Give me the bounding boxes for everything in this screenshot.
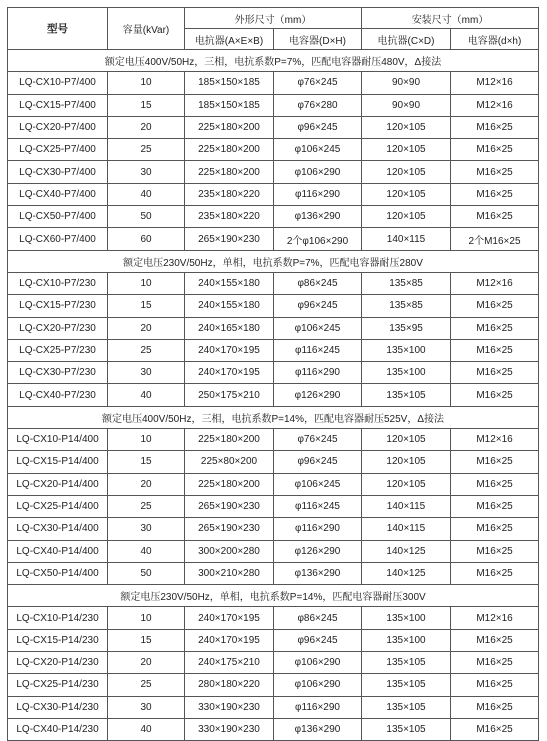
cell-capacitor-dims: φ96×245: [274, 629, 362, 651]
cell-capacitor-install: M12×16: [451, 607, 539, 629]
cell-model: LQ-CX25-P14/400: [8, 495, 108, 517]
cell-reactor-dims: 240×170×195: [185, 362, 274, 384]
table-row: [8, 272, 539, 294]
section-header-row: [8, 406, 539, 428]
table-row: [8, 652, 539, 674]
cell-capacity: 50: [108, 206, 185, 228]
cell-capacitor-install: 2个M16×25: [451, 228, 539, 250]
cell-capacitor-dims: φ106×245: [274, 317, 362, 339]
cell-capacity: 20: [108, 652, 185, 674]
table-row: [8, 139, 539, 161]
cell-capacitor-install: M12×16: [451, 94, 539, 116]
cell-reactor-install: 120×105: [362, 429, 451, 451]
cell-capacity: 20: [108, 317, 185, 339]
cell-model: LQ-CX20-P14/230: [8, 652, 108, 674]
cell-capacitor-dims: φ76×245: [274, 429, 362, 451]
cell-capacitor-dims: φ106×290: [274, 652, 362, 674]
cell-capacity: 50: [108, 562, 185, 584]
cell-capacitor-install: M16×25: [451, 161, 539, 183]
table-row: [8, 228, 539, 250]
reactor-spec-table: [7, 7, 539, 741]
cell-model: LQ-CX20-P14/400: [8, 473, 108, 495]
cell-capacity: 10: [108, 607, 185, 629]
table-row: [8, 607, 539, 629]
table-row: [8, 562, 539, 584]
cell-capacity: 40: [108, 183, 185, 205]
cell-capacity: 20: [108, 116, 185, 138]
table-row: [8, 72, 539, 94]
cell-capacitor-install: M12×16: [451, 272, 539, 294]
cell-model: LQ-CX15-P14/230: [8, 629, 108, 651]
cell-capacitor-dims: φ76×280: [274, 94, 362, 116]
cell-model: LQ-CX50-P14/400: [8, 562, 108, 584]
cell-reactor-dims: 235×180×220: [185, 183, 274, 205]
cell-model: LQ-CX40-P7/400: [8, 183, 108, 205]
cell-capacitor-install: M16×25: [451, 384, 539, 406]
cell-reactor-install: 90×90: [362, 72, 451, 94]
cell-capacitor-install: M16×25: [451, 206, 539, 228]
cell-reactor-dims: 185×150×185: [185, 72, 274, 94]
cell-capacitor-install: M16×25: [451, 473, 539, 495]
cell-capacity: 40: [108, 540, 185, 562]
cell-capacitor-dims: φ106×245: [274, 139, 362, 161]
cell-reactor-install: 135×100: [362, 339, 451, 361]
header-install-group: 安装尺寸（mm）: [362, 8, 539, 29]
cell-model: LQ-CX40-P14/230: [8, 718, 108, 740]
cell-model: LQ-CX40-P7/230: [8, 384, 108, 406]
cell-reactor-install: 135×100: [362, 362, 451, 384]
table-row: [8, 317, 539, 339]
cell-capacity: 40: [108, 384, 185, 406]
cell-reactor-install: 90×90: [362, 94, 451, 116]
cell-reactor-dims: 265×190×230: [185, 495, 274, 517]
cell-capacitor-dims: 2个φ106×290: [274, 228, 362, 250]
header-install-capacitor: 电容器(d×h): [451, 29, 539, 50]
cell-capacity: 15: [108, 295, 185, 317]
cell-model: LQ-CX30-P14/230: [8, 696, 108, 718]
cell-reactor-dims: 225×180×200: [185, 161, 274, 183]
cell-model: LQ-CX10-P7/400: [8, 72, 108, 94]
cell-capacitor-install: M16×25: [451, 317, 539, 339]
cell-model: LQ-CX15-P14/400: [8, 451, 108, 473]
cell-reactor-install: 135×100: [362, 629, 451, 651]
cell-reactor-install: 120×105: [362, 451, 451, 473]
cell-capacitor-dims: φ96×245: [274, 451, 362, 473]
cell-capacity: 25: [108, 339, 185, 361]
table-row: [8, 540, 539, 562]
cell-reactor-dims: 250×175×210: [185, 384, 274, 406]
cell-reactor-install: 135×85: [362, 272, 451, 294]
header-dims-group: 外形尺寸（mm）: [185, 8, 362, 29]
cell-capacitor-dims: φ96×245: [274, 295, 362, 317]
cell-reactor-install: 135×105: [362, 652, 451, 674]
table-row: [8, 339, 539, 361]
header-dims-capacitor: 电容器(D×H): [274, 29, 362, 50]
cell-reactor-install: 135×100: [362, 607, 451, 629]
cell-reactor-dims: 265×190×230: [185, 518, 274, 540]
cell-capacitor-install: M16×25: [451, 718, 539, 740]
cell-capacity: 25: [108, 139, 185, 161]
cell-reactor-install: 135×105: [362, 718, 451, 740]
table-row: [8, 518, 539, 540]
table-row: [8, 451, 539, 473]
cell-capacity: 30: [108, 696, 185, 718]
table-row: [8, 183, 539, 205]
cell-capacity: 30: [108, 362, 185, 384]
table-body: [8, 50, 539, 741]
cell-reactor-dims: 225×180×200: [185, 429, 274, 451]
cell-capacitor-install: M16×25: [451, 629, 539, 651]
cell-reactor-dims: 240×170×195: [185, 629, 274, 651]
cell-model: LQ-CX25-P7/230: [8, 339, 108, 361]
cell-capacity: 40: [108, 718, 185, 740]
cell-model: LQ-CX20-P7/400: [8, 116, 108, 138]
cell-reactor-install: 140×115: [362, 228, 451, 250]
table-row: [8, 629, 539, 651]
cell-model: LQ-CX25-P14/230: [8, 674, 108, 696]
cell-capacity: 10: [108, 72, 185, 94]
cell-model: LQ-CX30-P7/230: [8, 362, 108, 384]
cell-reactor-install: 120×105: [362, 473, 451, 495]
cell-reactor-dims: 240×175×210: [185, 652, 274, 674]
cell-capacitor-install: M16×25: [451, 295, 539, 317]
cell-capacitor-dims: φ86×245: [274, 272, 362, 294]
cell-capacitor-install: M16×25: [451, 674, 539, 696]
cell-capacitor-install: M16×25: [451, 183, 539, 205]
cell-model: LQ-CX10-P14/400: [8, 429, 108, 451]
cell-reactor-dims: 240×155×180: [185, 272, 274, 294]
cell-capacitor-dims: φ116×290: [274, 183, 362, 205]
cell-reactor-install: 140×115: [362, 518, 451, 540]
cell-capacity: 15: [108, 451, 185, 473]
cell-reactor-install: 135×85: [362, 295, 451, 317]
table-row: [8, 429, 539, 451]
cell-capacitor-dims: φ76×245: [274, 72, 362, 94]
cell-model: LQ-CX10-P14/230: [8, 607, 108, 629]
cell-capacity: 15: [108, 94, 185, 116]
cell-capacitor-install: M16×25: [451, 495, 539, 517]
cell-model: LQ-CX25-P7/400: [8, 139, 108, 161]
cell-capacity: 10: [108, 272, 185, 294]
cell-capacitor-install: M16×25: [451, 540, 539, 562]
header-install-reactor: 电抗器(C×D): [362, 29, 451, 50]
cell-reactor-install: 140×125: [362, 562, 451, 584]
cell-capacitor-dims: φ116×290: [274, 518, 362, 540]
cell-capacitor-dims: φ136×290: [274, 206, 362, 228]
cell-reactor-install: 135×105: [362, 696, 451, 718]
cell-reactor-dims: 300×200×280: [185, 540, 274, 562]
table-row: [8, 161, 539, 183]
cell-reactor-dims: 300×210×280: [185, 562, 274, 584]
cell-capacitor-install: M16×25: [451, 362, 539, 384]
cell-reactor-dims: 240×155×180: [185, 295, 274, 317]
cell-capacity: 25: [108, 674, 185, 696]
cell-reactor-install: 120×105: [362, 161, 451, 183]
cell-capacity: 30: [108, 161, 185, 183]
cell-reactor-dims: 330×190×230: [185, 718, 274, 740]
cell-capacitor-dims: φ136×290: [274, 562, 362, 584]
table-row: [8, 384, 539, 406]
section-title: 额定电压400V/50Hz，三相，电抗系数P=14%，匹配电容器耐压525V，Δ接法: [8, 406, 539, 428]
cell-model: LQ-CX20-P7/230: [8, 317, 108, 339]
cell-model: LQ-CX15-P7/230: [8, 295, 108, 317]
cell-model: LQ-CX10-P7/230: [8, 272, 108, 294]
cell-capacitor-dims: φ126×290: [274, 384, 362, 406]
table-row: [8, 94, 539, 116]
cell-model: LQ-CX30-P7/400: [8, 161, 108, 183]
cell-model: LQ-CX40-P14/400: [8, 540, 108, 562]
table-row: [8, 674, 539, 696]
cell-reactor-dims: 280×180×220: [185, 674, 274, 696]
cell-reactor-install: 120×105: [362, 139, 451, 161]
section-header-row: [8, 50, 539, 72]
cell-model: LQ-CX15-P7/400: [8, 94, 108, 116]
cell-capacitor-install: M12×16: [451, 72, 539, 94]
spec-table-container: [7, 7, 538, 741]
section-title: 额定电压230V/50Hz，单相，电抗系数P=14%，匹配电容器耐压300V: [8, 585, 539, 607]
cell-capacitor-dims: φ116×245: [274, 495, 362, 517]
header-row-1: [8, 8, 539, 29]
cell-capacitor-dims: φ96×245: [274, 116, 362, 138]
table-row: [8, 116, 539, 138]
section-title: 额定电压400V/50Hz，三相，电抗系数P=7%，匹配电容器耐压480V，Δ接法: [8, 50, 539, 72]
cell-capacitor-install: M12×16: [451, 429, 539, 451]
cell-capacitor-dims: φ126×290: [274, 540, 362, 562]
cell-reactor-dims: 225×180×200: [185, 116, 274, 138]
cell-reactor-install: 135×95: [362, 317, 451, 339]
cell-capacitor-dims: φ106×290: [274, 674, 362, 696]
cell-reactor-install: 135×105: [362, 384, 451, 406]
section-title: 额定电压230V/50Hz，单相，电抗系数P=7%，匹配电容器耐压280V: [8, 250, 539, 272]
cell-reactor-dims: 225×80×200: [185, 451, 274, 473]
cell-reactor-install: 140×125: [362, 540, 451, 562]
table-row: [8, 495, 539, 517]
cell-reactor-dims: 330×190×230: [185, 696, 274, 718]
cell-reactor-dims: 265×190×230: [185, 228, 274, 250]
table-row: [8, 295, 539, 317]
cell-model: LQ-CX30-P14/400: [8, 518, 108, 540]
cell-model: LQ-CX50-P7/400: [8, 206, 108, 228]
table-row: [8, 473, 539, 495]
cell-capacitor-dims: φ116×290: [274, 362, 362, 384]
cell-reactor-dims: 185×150×185: [185, 94, 274, 116]
cell-reactor-dims: 240×170×195: [185, 607, 274, 629]
table-row: [8, 206, 539, 228]
cell-model: LQ-CX60-P7/400: [8, 228, 108, 250]
cell-reactor-dims: 225×180×200: [185, 139, 274, 161]
cell-capacitor-install: M16×25: [451, 451, 539, 473]
cell-reactor-dims: 240×170×195: [185, 339, 274, 361]
cell-capacity: 20: [108, 473, 185, 495]
cell-capacitor-dims: φ116×245: [274, 339, 362, 361]
cell-capacity: 10: [108, 429, 185, 451]
cell-capacity: 60: [108, 228, 185, 250]
cell-capacity: 15: [108, 629, 185, 651]
cell-capacitor-dims: φ116×290: [274, 696, 362, 718]
table-row: [8, 362, 539, 384]
cell-capacitor-install: M16×25: [451, 562, 539, 584]
cell-reactor-dims: 235×180×220: [185, 206, 274, 228]
cell-capacitor-dims: φ106×290: [274, 161, 362, 183]
cell-reactor-install: 140×115: [362, 495, 451, 517]
header-dims-reactor: 电抗器(A×E×B): [185, 29, 274, 50]
cell-reactor-install: 120×105: [362, 116, 451, 138]
cell-reactor-install: 135×105: [362, 674, 451, 696]
cell-capacitor-install: M16×25: [451, 518, 539, 540]
cell-reactor-install: 120×105: [362, 206, 451, 228]
table-row: [8, 696, 539, 718]
cell-capacity: 30: [108, 518, 185, 540]
cell-capacitor-dims: φ106×245: [274, 473, 362, 495]
cell-capacitor-install: M16×25: [451, 116, 539, 138]
cell-reactor-dims: 225×180×200: [185, 473, 274, 495]
cell-capacitor-dims: φ86×245: [274, 607, 362, 629]
cell-capacitor-install: M16×25: [451, 652, 539, 674]
cell-capacitor-install: M16×25: [451, 339, 539, 361]
section-header-row: [8, 585, 539, 607]
table-row: [8, 718, 539, 740]
header-capacity: 容量(kVar): [108, 8, 185, 50]
header-model: 型号: [8, 8, 108, 50]
cell-capacitor-install: M16×25: [451, 139, 539, 161]
section-header-row: [8, 250, 539, 272]
cell-reactor-install: 120×105: [362, 183, 451, 205]
table-header: [8, 8, 539, 50]
cell-reactor-dims: 240×165×180: [185, 317, 274, 339]
cell-capacitor-dims: φ136×290: [274, 718, 362, 740]
cell-capacity: 25: [108, 495, 185, 517]
cell-capacitor-install: M16×25: [451, 696, 539, 718]
